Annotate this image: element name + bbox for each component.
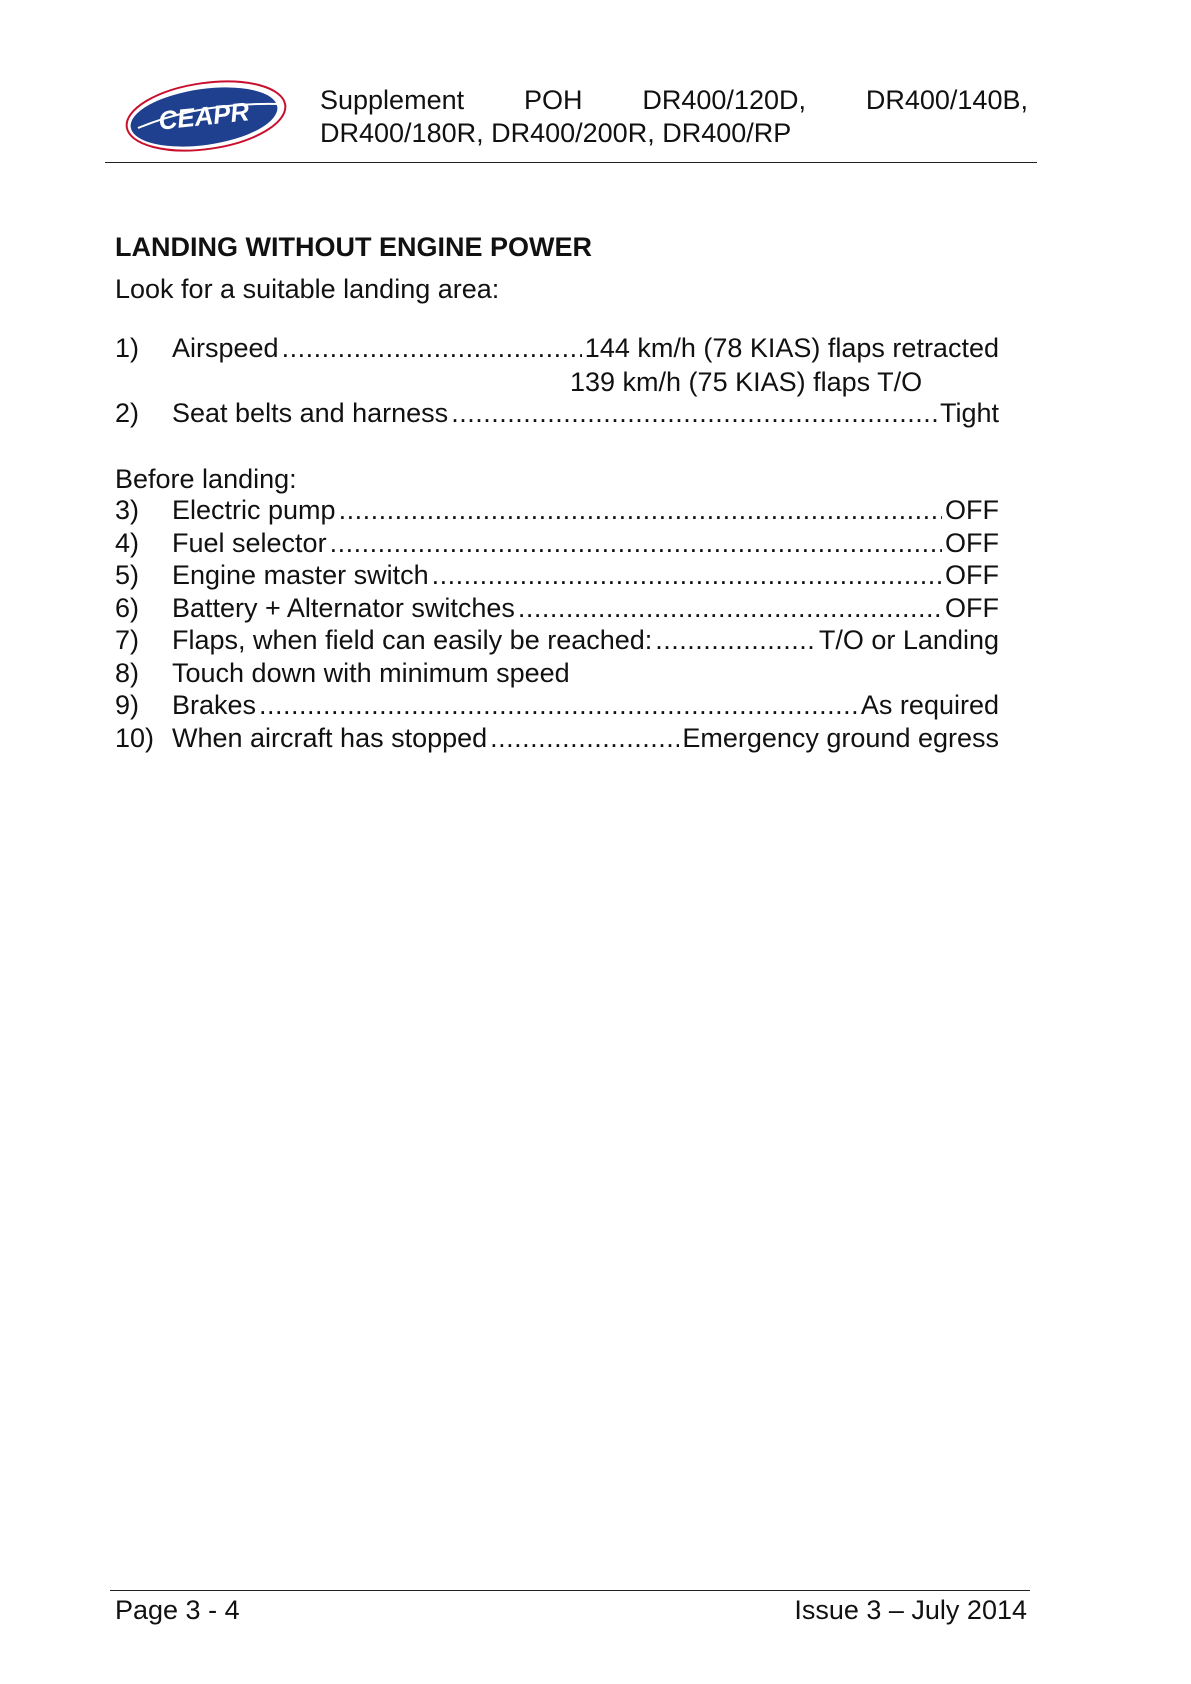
- ceapr-logo: [120, 78, 290, 154]
- header-word: DR400/120D,: [642, 85, 806, 115]
- leader-dots: [518, 593, 942, 624]
- item-number: 9): [115, 690, 140, 720]
- item-label: Battery + Alternator switches: [172, 592, 515, 623]
- checklist-item: [115, 593, 999, 626]
- footer-divider: [110, 1590, 1030, 1591]
- issue-date: Issue 3 – July 2014: [794, 1595, 1027, 1625]
- checklist-b: [115, 495, 999, 755]
- section-title: LANDING WITHOUT ENGINE POWER: [115, 232, 592, 262]
- section-intro: Look for a suitable landing area:: [115, 274, 500, 304]
- item-value: Tight: [939, 398, 999, 428]
- item-label: Brakes: [172, 690, 257, 720]
- item-number: 2): [115, 398, 140, 428]
- leader-dots: [490, 723, 679, 754]
- item-value: 144 km/h (78 KIAS) flaps retracted: [584, 333, 999, 363]
- header-line-1: [320, 84, 1028, 117]
- header-word: Supplement: [320, 85, 465, 115]
- item-label: Electric pump: [172, 495, 336, 525]
- leader-dots: [451, 398, 937, 429]
- item-number: 5): [115, 560, 140, 590]
- leader-dots: [282, 333, 582, 364]
- item-value: As required: [860, 690, 999, 720]
- checklist-item: [115, 658, 999, 691]
- leader-dots: [655, 625, 816, 656]
- item-value-continuation: 139 km/h (75 KIAS) flaps T/O: [570, 366, 923, 397]
- checklist-item: [115, 398, 999, 431]
- before-landing-heading: Before landing:: [115, 463, 297, 494]
- document-footer: [115, 1593, 1027, 1627]
- main-content: [115, 228, 999, 755]
- header-word: POH: [523, 85, 583, 115]
- checklist-item: [115, 333, 999, 366]
- item-label: Seat belts and harness: [172, 398, 449, 428]
- item-label: Fuel selector: [172, 527, 327, 558]
- item-value: OFF: [945, 560, 999, 590]
- item-number: 10): [115, 722, 155, 753]
- item-label: Touch down with minimum speed: [172, 657, 570, 688]
- checklist-a: [115, 333, 999, 431]
- item-number: 6): [115, 592, 140, 623]
- item-value: OFF: [945, 527, 999, 558]
- checklist-item: [115, 528, 999, 561]
- item-number: 4): [115, 527, 140, 558]
- item-label: Flaps, when field can easily be reached:: [172, 625, 653, 655]
- checklist-item: [115, 723, 999, 756]
- item-number: 3): [115, 495, 140, 525]
- checklist-item: [115, 625, 999, 658]
- item-value: OFF: [945, 592, 999, 623]
- item-number: 1): [115, 333, 140, 363]
- checklist-item: [115, 495, 999, 528]
- leader-dots: [259, 690, 858, 721]
- header-word: DR400/140B,: [865, 85, 1028, 115]
- svg-text:CEAPR: CEAPR: [156, 96, 251, 136]
- leader-dots: [339, 495, 942, 526]
- header-line-2: DR400/180R, DR400/200R, DR400/RP: [320, 118, 792, 148]
- item-label: Airspeed: [172, 333, 279, 363]
- item-value: OFF: [945, 495, 999, 525]
- header-divider: [105, 162, 1037, 163]
- item-value: T/O or Landing: [818, 625, 999, 655]
- leader-dots: [432, 560, 942, 591]
- checklist-item: [115, 560, 999, 593]
- item-label: Engine master switch: [172, 560, 429, 590]
- page-number: Page 3 - 4: [115, 1595, 240, 1625]
- document-header: [320, 84, 1028, 150]
- item-label: When aircraft has stopped: [172, 722, 488, 753]
- item-value: Emergency ground egress: [682, 722, 999, 753]
- item-number: 8): [115, 657, 140, 688]
- checklist-item: [115, 690, 999, 723]
- item-number: 7): [115, 625, 140, 655]
- leader-dots: [330, 528, 942, 559]
